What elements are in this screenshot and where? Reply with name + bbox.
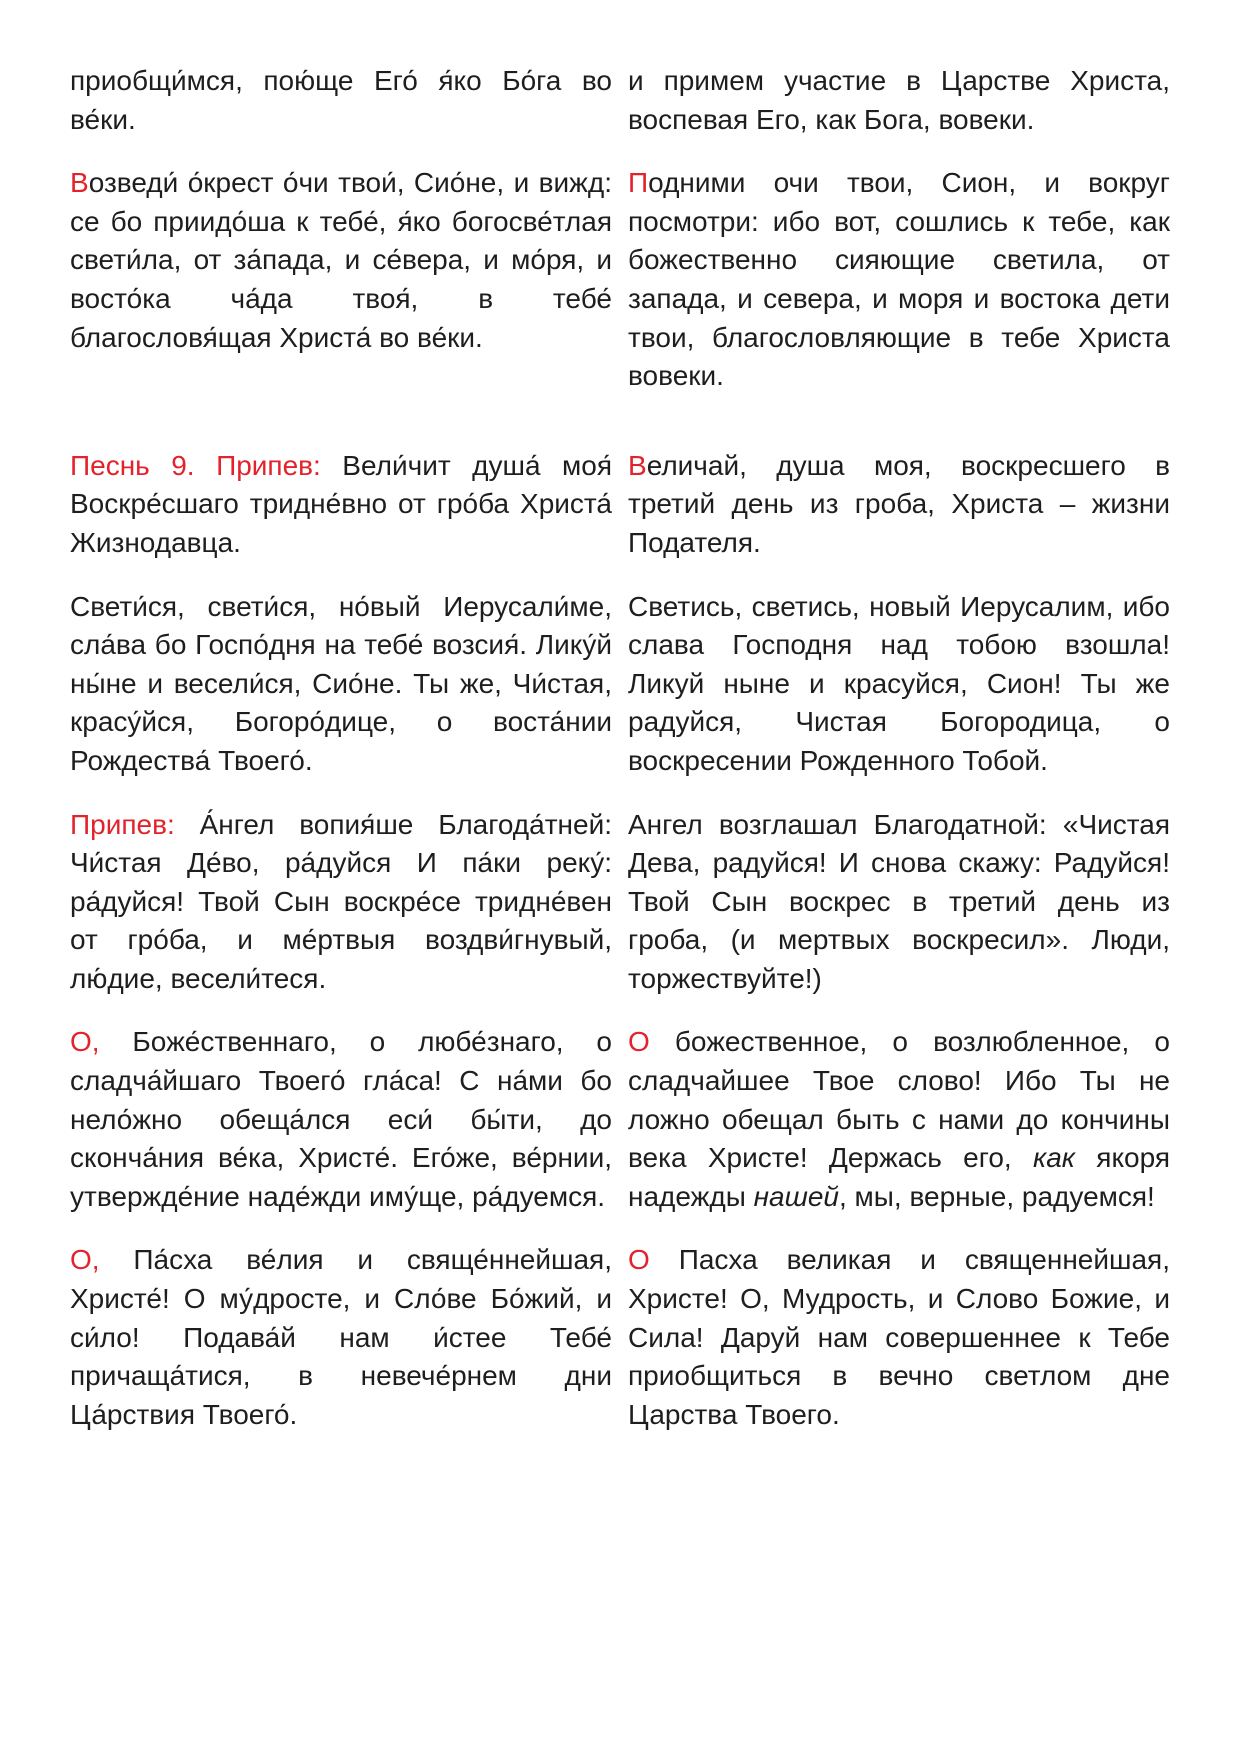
initial-letter: П (628, 167, 649, 199)
verse-text: якоря надежды (628, 1142, 1171, 1212)
russian-translation (628, 62, 1170, 139)
russian-translation (628, 806, 1170, 999)
church-slavonic-verse (70, 588, 612, 781)
verse-row (70, 1241, 1170, 1434)
verse-text: Па́сха ве́лия и свяще́ннейшая, Христе́! О му́дросте, и Сло́ве Бо́жий, и си́ло! Подава́й нам и́стее Тебе́ причаща́тися, в невече́рнем дни Ца́рствия Твоего́. (70, 1244, 612, 1430)
verse-text: Вели́чит душа́ моя́ Воскре́сшаго тридне́вно от гро́ба Христа́ Жизнодавца. (70, 449, 612, 558)
initial-letter: О, (70, 1244, 100, 1276)
italic-word: нашей (753, 1180, 839, 1212)
initial-letter: В (628, 449, 647, 481)
verse-row (70, 1023, 1170, 1216)
church-slavonic-verse (70, 164, 612, 396)
verse-text: Боже́ственнаго, о любе́знаго, о сладча́йшаго Твоего́ гла́са! С на́ми бо нело́жно обеща́лся еси́ бы́ти, до сконча́ния ве́ка, Христе́. Его́же, ве́рнии, утвержде́ние наде́жди иму́ще, ра́дуемся. (70, 1026, 612, 1212)
initial-letter: В (70, 167, 89, 199)
verse-text: А́нгел вопия́ше Благода́тней: Чи́стая Де́во, ра́дуйся И па́ки реку́: ра́дуйся! Твой Сын воскре́се тридне́вен от гро́ба, и ме́ртвыя воздви́гнувый, лю́дие, весели́теся. (70, 808, 612, 994)
initial-letter: О, (70, 1026, 100, 1058)
verse-text: Ангел возглашал Благодатной: «Чистая Дева, радуйся! И снова скажу: Радуйся! Твой Сын воскрес в третий день из гроба, (и мертвых воскресил». Люди, торжествуйте!) (628, 808, 1170, 994)
ode-heading: Песнь 9. Припев: (70, 449, 321, 481)
church-slavonic-verse (70, 1023, 612, 1216)
church-slavonic-verse (70, 806, 612, 999)
verse-row (70, 447, 1170, 563)
russian-translation (628, 588, 1170, 781)
russian-translation (628, 1241, 1170, 1434)
verse-text: и примем участие в Царстве Христа, воспевая Его, как Бога, вовеки. (628, 65, 1170, 135)
document-page (70, 62, 1170, 1434)
verse-text: Пасха великая и священнейшая, Христе! О, Мудрость, и Слово Божие, и Сила! Даруй нам совершеннее к Тебе приобщиться в вечно светлом дне Царства Твоего. (628, 1244, 1170, 1430)
verse-row (70, 806, 1170, 999)
verse-text: одними очи твои, Сион, и вокруг посмотри: ибо вот, сошлись к тебе, как божественно сияющие светила, от запада, и севера, и моря и востока дети твои, благословляющие в тебе Христа вовеки. (628, 167, 1170, 392)
russian-translation (628, 447, 1170, 563)
russian-translation (628, 1023, 1170, 1216)
initial-letter: О (628, 1244, 650, 1276)
russian-translation (628, 164, 1170, 396)
initial-letter: О (628, 1026, 650, 1058)
church-slavonic-verse (70, 62, 612, 139)
church-slavonic-verse (70, 447, 612, 563)
verse-text: озведи́ о́крест о́чи твои́, Сио́не, и вижд: се бо приидо́ша к тебе́, я́ко богосве́тлая свети́ла, от за́пада, и се́вера, и мо́ря, и восто́ка ча́да твоя́, в тебе́ благословя́щая Христа́ во ве́ки. (70, 167, 612, 353)
verse-row (70, 62, 1170, 139)
verse-text: Светись, светись, новый Иерусалим, ибо слава Господня над тобою взошла! Ликуй ныне и красуйся, Сион! Ты же радуйся, Чистая Богородица, о воскресении Рожденного Тобой. (628, 590, 1170, 776)
verse-row (70, 588, 1170, 781)
italic-word: как (1032, 1142, 1075, 1174)
verse-text: , мы, верные, радуемся! (838, 1180, 1155, 1212)
verse-row (70, 164, 1170, 396)
verse-text: приобщи́мся, пою́ще Его́ я́ко Бо́га во ве́ки. (70, 65, 612, 135)
refrain-label: Припев: (70, 808, 175, 840)
verse-text: божественное, о возлюбленное, о сладчайшее Твое слово! Ибо Ты не ложно обещал быть с нами до кончины века Христе! Держась его, (628, 1026, 1170, 1174)
church-slavonic-verse (70, 1241, 612, 1434)
verse-text: Свети́ся, свети́ся, но́вый Иерусали́ме, сла́ва бо Госпо́дня на тебе́ возсия́. Лику́й ны́не и весели́ся, Сио́не. Ты же, Чи́стая, красу́йся, Богоро́дице, о воста́нии Рождества́ Твоего́. (70, 590, 612, 776)
verse-text: еличай, душа моя, воскресшего в третий день из гроба, Христа – жизни Подателя. (628, 449, 1170, 558)
